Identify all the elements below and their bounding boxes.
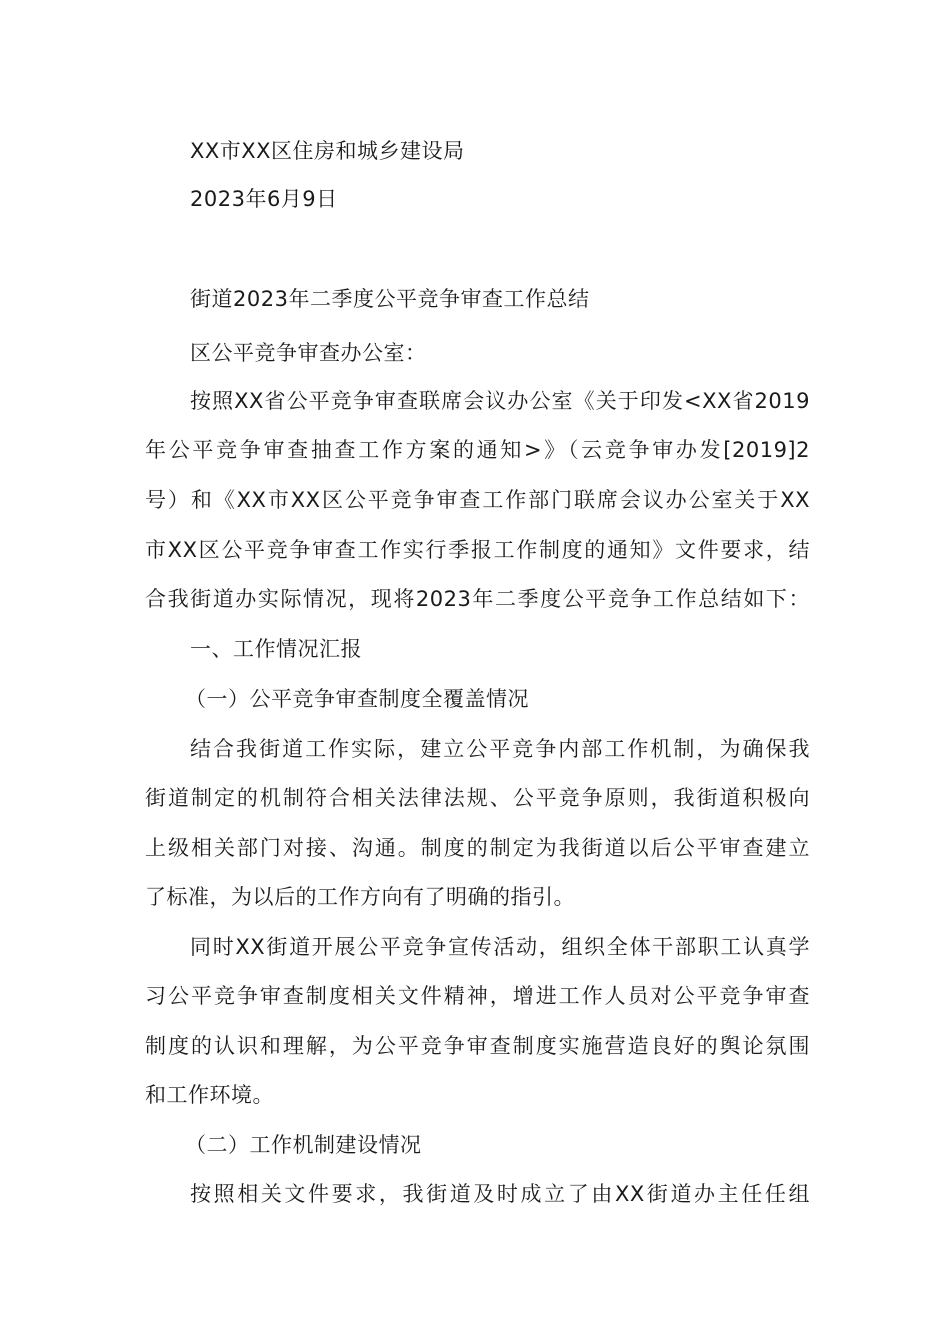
intro-line: 号）和《XX市XX区公平竞争审查工作部门联席会议办公室关于XX [145, 488, 810, 512]
intro-line: 年公平竞争审查抽查工作方案的通知>》（云竞争审办发[2019]2 [145, 438, 810, 462]
intro-line: 合我街道办实际情况，现将2023年二季度公平竞争工作总结如下： [145, 587, 810, 611]
section-heading: 一、工作情况汇报 [190, 637, 362, 661]
recipient-line: 区公平竞争审查办公室： [190, 341, 427, 365]
paragraph-line: 了标准，为以后的工作方向有了明确的指引。 [145, 885, 575, 909]
paragraph-line: 习公平竞争审查制度相关文件精神，增进工作人员对公平竞争审查 [145, 984, 810, 1008]
subsection-heading: （一）公平竞争审查制度全覆盖情况 [185, 687, 529, 711]
paragraph-line: 街道制定的机制符合相关法律法规、公平竞争原则，我街道积极向 [145, 786, 810, 810]
paragraph-line: 上级相关部门对接、沟通。制度的制定为我街道以后公平审查建立 [145, 836, 810, 860]
paragraph-line: 同时XX街道开展公平竞争宣传活动，组织全体干部职工认真学 [190, 935, 810, 959]
paragraph-line: 和工作环境。 [145, 1083, 274, 1107]
document-title: 街道2023年二季度公平竞争审查工作总结 [190, 287, 590, 311]
issue-date: 2023年6月9日 [190, 187, 338, 211]
paragraph-line: 按照相关文件要求，我街道及时成立了由XX街道办主任任组 [190, 1182, 810, 1206]
paragraph-line: 制度的认识和理解，为公平竞争审查制度实施营造良好的舆论氛围 [145, 1034, 810, 1058]
issuing-organization: XX市XX区住房和城乡建设局 [190, 139, 465, 163]
subsection-heading: （二）工作机制建设情况 [185, 1133, 422, 1157]
paragraph-line: 结合我街道工作实际，建立公平竞争内部工作机制，为确保我 [190, 737, 810, 761]
intro-line: 市XX区公平竞争审查工作实行季报工作制度的通知》文件要求，结 [145, 538, 810, 562]
intro-line: 按照XX省公平竞争审查联席会议办公室《关于印发<XX省2019 [190, 389, 810, 413]
